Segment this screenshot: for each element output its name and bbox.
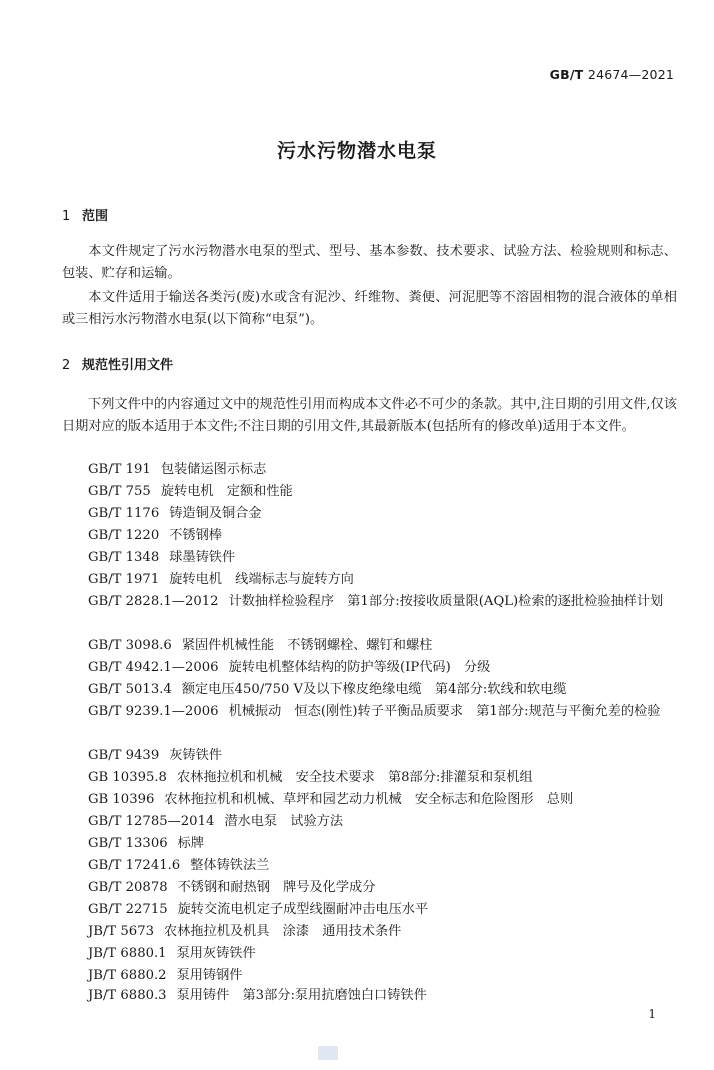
reference-code: GB/T 5013.4 [88,682,172,697]
section-2-heading [62,354,173,373]
reference-title: 农林拖拉机和机械 安全技术要求 第8部分:排灌泵和泵机组 [176,770,533,785]
reference-item [88,833,678,855]
reference-item [88,459,678,481]
reference-code: JB/T 6880.3 [88,988,167,1003]
publisher-stamp-icon [318,1046,338,1060]
reference-item [88,877,678,899]
standard-prefix: GB/T [549,67,584,82]
reference-item [88,921,678,943]
reference-item [88,635,678,657]
reference-code: GB/T 2828.1—2012 [88,594,219,609]
reference-title: 旋转交流电机定子成型线圈耐冲击电压水平 [177,902,429,917]
reference-code: GB/T 12785—2014 [88,814,215,829]
reference-item [88,745,678,767]
reference-code: GB/T 3098.6 [88,638,172,653]
reference-item [88,789,678,811]
reference-code: GB/T 4942.1—2006 [88,660,219,675]
reference-title: 灰铸铁件 [169,748,222,763]
reference-title: 潜水电泵 试验方法 [224,814,344,829]
reference-item [88,503,678,525]
reference-code: GB/T 22715 [88,902,168,917]
reference-title: 不锈钢棒 [169,528,222,543]
reference-item [62,701,677,723]
reference-title: 计数抽样检验程序 第1部分:按接收质量限(AQL)检索的逐批检验抽样计划 [228,594,664,609]
reference-code: GB/T 13306 [88,836,168,851]
reference-item [88,679,678,701]
reference-code: GB/T 20878 [88,880,168,895]
reference-code: GB 10396 [88,792,155,807]
reference-title: 农林拖拉机及机具 涂漆 通用技术条件 [163,924,402,939]
reference-title: 泵用铸件 第3部分:泵用抗磨蚀白口铸铁件 [176,988,427,1003]
reference-title: 额定电压450/750 V及以下橡皮绝缘电缆 第4部分:软线和软电缆 [181,682,567,697]
reference-code: JB/T 5673 [88,924,154,939]
reference-code: GB/T 9239.1—2006 [88,704,219,719]
standard-number: 24674—2021 [587,67,674,82]
reference-code: GB/T 1348 [88,550,160,565]
scope-paragraph-2 [62,287,677,331]
reference-code: GB/T 191 [88,462,151,477]
reference-code: JB/T 6880.2 [88,968,167,983]
reference-item [88,855,678,877]
reference-title: 球墨铸铁件 [169,550,236,565]
reference-item [88,547,678,569]
reference-code: GB 10395.8 [88,770,167,785]
reference-item [88,767,678,789]
reference-code: JB/T 6880.1 [88,946,167,961]
document-title: 污水污物潜水电泵 [276,140,437,162]
reference-title: 包装储运图示标志 [160,462,267,477]
page-number: 1 [648,1007,656,1021]
reference-code: GB/T 17241.6 [88,858,181,873]
reference-code: GB/T 1971 [88,572,160,587]
reference-code: GB/T 755 [88,484,151,499]
reference-item [88,943,678,965]
reference-title: 旋转电机 定额和性能 [160,484,293,499]
reference-title: 农林拖拉机和机械、草坪和园艺动力机械 安全标志和危险图形 总则 [164,792,574,807]
reference-code: GB/T 1220 [88,528,160,543]
reference-title: 旋转电机 线端标志与旋转方向 [169,572,354,587]
reference-title: 整体铸铁法兰 [190,858,270,873]
reference-title: 泵用灰铸铁件 [176,946,256,961]
reference-item [88,811,678,833]
paragraph-text: 下列文件中的内容通过文中的规范性引用而构成本文件必不可少的条款。其中,注日期的引用文件,仅该日期对应的版本适用于本文件;不注日期的引用文件,其最新版本(包括所有的修改单)适用于本文件。 [62,397,677,434]
reference-item [88,481,678,503]
reference-item [88,525,678,547]
reference-item [88,965,678,987]
paragraph-text: 本文件规定了污水污物潜水电泵的型式、型号、基本参数、技术要求、试验方法、检验规则和标志、包装、贮存和运输。 [62,244,677,281]
section-number: 2 [62,358,71,373]
reference-item [88,657,678,679]
scope-paragraph-1 [62,241,677,285]
reference-item [62,591,677,613]
paragraph-text: 本文件适用于输送各类污(废)水或含有泥沙、纤维物、粪便、河泥肥等不溶固相物的混合液体的单相或三相污水污物潜水电泵(以下简称“电泵”)。 [62,290,677,327]
section-1-heading [62,205,108,224]
reference-item [88,985,678,1007]
reference-title: 不锈钢和耐热钢 牌号及化学成分 [177,880,376,895]
reference-code: GB/T 1176 [88,506,160,521]
reference-title: 紧固件机械性能 不锈钢螺栓、螺钉和螺柱 [181,638,433,653]
reference-item [88,569,678,591]
section-number: 1 [62,209,71,224]
reference-title: 标牌 [177,836,204,851]
reference-code: GB/T 9439 [88,748,160,763]
reference-title: 机械振动 恒态(刚性)转子平衡品质要求 第1部分:规范与平衡允差的检验 [228,704,661,719]
reference-title: 泵用铸钢件 [176,968,243,983]
section-title: 范围 [82,209,109,224]
standard-code [550,67,674,82]
reference-item [88,899,678,921]
reference-title: 铸造铜及铜合金 [169,506,262,521]
reference-title: 旋转电机整体结构的防护等级(IP代码) 分级 [228,660,491,675]
references-intro [62,394,677,438]
section-title: 规范性引用文件 [82,358,174,373]
